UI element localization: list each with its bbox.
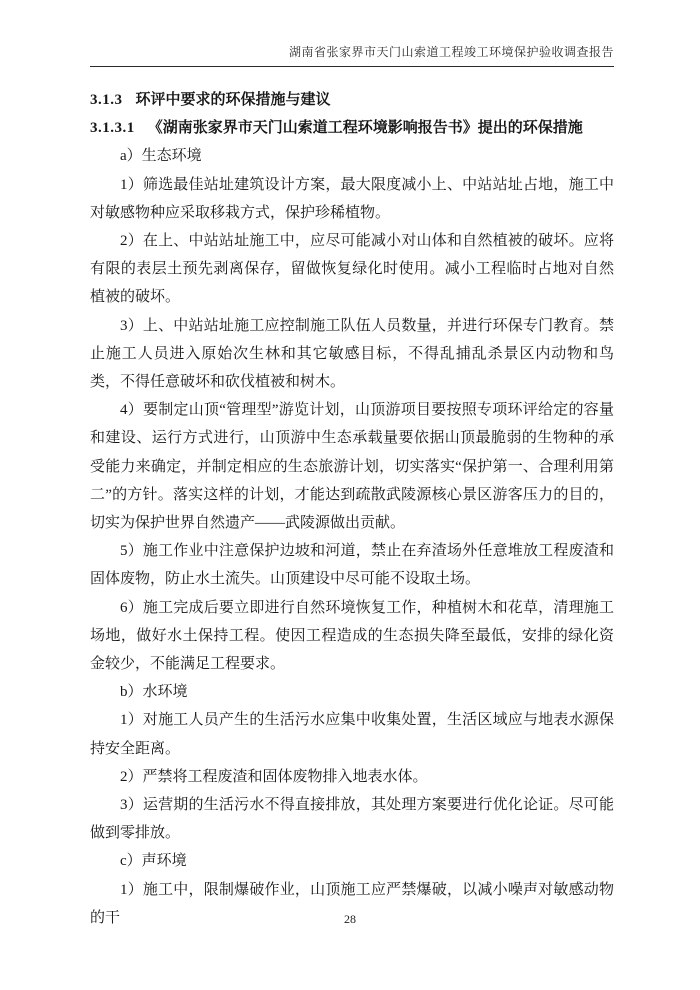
section-heading-title: 环评中要求的环保措施与建议	[135, 92, 331, 108]
subsection-label-water: b）水环境	[120, 684, 188, 701]
subsection-label-ecology: a）生态环境	[120, 148, 202, 165]
paragraph-ecology-1: 1）筛选最佳站址建筑设计方案，最大限度减小上、中站站址占地，施工中对敏感物种应采取移栽方式，保护珍稀植物。	[90, 176, 614, 221]
document-body	[90, 86, 614, 932]
subsection-heading-title: 《湖南张家界市天门山索道工程环境影响报告书》提出的环保措施	[147, 120, 583, 137]
page-number: 28	[344, 912, 356, 926]
paragraph-ecology-4: 4）要制定山顶“管理型”游览计划，山顶游项目要按照专项环评给定的容量和建设、运行方式进行，山顶游中生态承载量要依据山顶最脆弱的生物种的承受能力来确定，并制定相应的生态旅游计划，切实落实“保护第一、合理利用第二”的方针。落实这样的计划，才能达到疏散武陵源核心景区游客压力的目的，切实为保护世界自然遗产——武陵源做出贡献。	[90, 402, 614, 532]
paragraph-ecology-5: 5）施工作业中注意保护边坡和河道，禁止在弃渣场外任意堆放工程废渣和固体废物，防止水土流失。山顶建设中尽可能不设取土场。	[90, 543, 614, 588]
paragraph-water-1: 1）对施工人员产生的生活污水应集中收集处置，生活区域应与地表水源保持安全距离。	[90, 712, 614, 757]
section-heading	[90, 86, 614, 114]
subsection-label-noise: c）声环境	[120, 853, 187, 870]
subsection-heading-number: 3.1.3.1	[90, 120, 135, 137]
running-header-title: 湖南省张家界市天门山索道工程竣工环境保护验收调查报告	[90, 44, 614, 67]
page-footer	[0, 912, 700, 927]
paragraph-ecology-3: 3）上、中站站址施工应控制施工队伍人员数量，并进行环保专门教育。禁止施工人员进入原始次生林和其它敏感目标，不得乱捕乱杀景区内动物和鸟类，不得任意破坏和砍伐植被和树木。	[90, 317, 614, 391]
paragraph-water-2: 2）严禁将工程废渣和固体废物排入地表水体。	[120, 768, 428, 785]
subsection-heading	[90, 114, 614, 142]
page-header	[90, 44, 614, 67]
paragraph-water-3: 3）运营期的生活污水不得直接排放，其处理方案要进行优化论证。尽可能做到零排放。	[90, 797, 614, 842]
section-heading-number: 3.1.3	[90, 92, 123, 108]
paragraph-ecology-6: 6）施工完成后要立即进行自然环境恢复工作，种植树木和花草，清理施工场地，做好水土保持工程。使因工程造成的生态损失降至最低，安排的绿化资金较少，不能满足工程要求。	[90, 599, 614, 673]
paragraph-noise-1: 1）施工中，限制爆破作业，山顶施工应严禁爆破，以减小噪声对敏感动物的干	[90, 881, 614, 926]
paragraph-ecology-2: 2）在上、中站站址施工中，应尽可能减小对山体和自然植被的破坏。应将有限的表层土预先剥离保存，留做恢复绿化时使用。减小工程临时占地对自然植被的破坏。	[90, 233, 614, 306]
